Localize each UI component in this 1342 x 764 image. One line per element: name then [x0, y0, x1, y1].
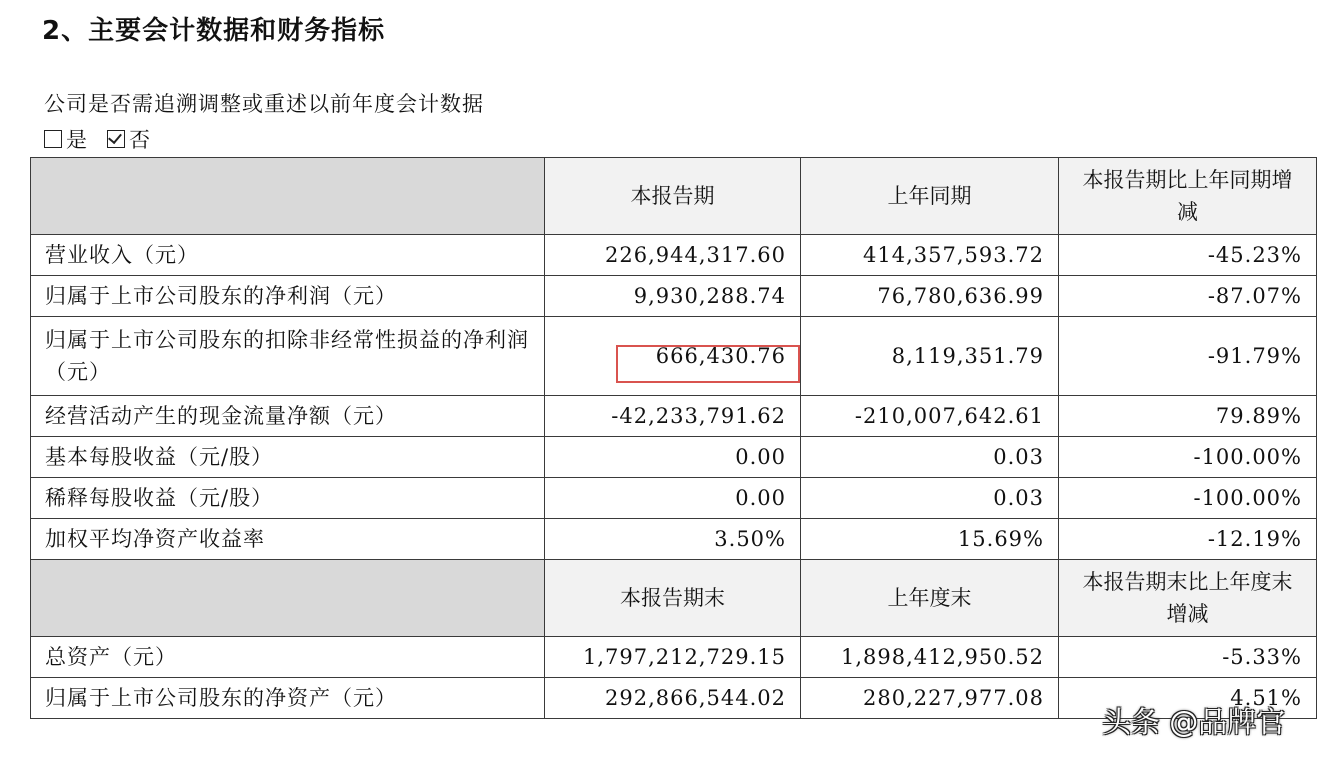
header-blank-cell: [31, 158, 545, 235]
row-label: 稀释每股收益（元/股）: [31, 478, 545, 519]
row-label: 营业收入（元）: [31, 235, 545, 276]
current-value: 292,866,544.02: [545, 678, 801, 719]
current-value: 0.00: [545, 478, 801, 519]
table-row: [31, 276, 1317, 317]
change-value: -12.19%: [1059, 519, 1317, 560]
checkbox-no-checked[interactable]: [107, 130, 125, 148]
change-value: -100.00%: [1059, 437, 1317, 478]
table-row: [31, 519, 1317, 560]
column-header: 本报告期比上年同期增减: [1059, 158, 1317, 235]
row-label: 归属于上市公司股东的净利润（元）: [31, 276, 545, 317]
prior-value: 76,780,636.99: [801, 276, 1059, 317]
current-value: 0.00: [545, 437, 801, 478]
current-value: 226,944,317.60: [545, 235, 801, 276]
column-header: 上年同期: [801, 158, 1059, 235]
table-row: [31, 478, 1317, 519]
prior-value: 0.03: [801, 437, 1059, 478]
checkbox-yes[interactable]: [44, 130, 62, 148]
change-value: -91.79%: [1059, 317, 1317, 396]
table-header-row: [31, 560, 1317, 637]
change-value: -45.23%: [1059, 235, 1317, 276]
restatement-question: 公司是否需追溯调整或重述以前年度会计数据: [44, 92, 484, 116]
option-yes-label: 是: [66, 128, 87, 152]
change-value: 4.51%: [1059, 678, 1317, 719]
column-header: 本报告期: [545, 158, 801, 235]
table-row: [31, 235, 1317, 276]
change-value: 79.89%: [1059, 396, 1317, 437]
change-value: -87.07%: [1059, 276, 1317, 317]
table-row: [31, 637, 1317, 678]
prior-value: 414,357,593.72: [801, 235, 1059, 276]
prior-value: 8,119,351.79: [801, 317, 1059, 396]
row-label: 基本每股收益（元/股）: [31, 437, 545, 478]
row-label: 加权平均净资产收益率: [31, 519, 545, 560]
current-value: 3.50%: [545, 519, 801, 560]
current-value: 9,930,288.74: [545, 276, 801, 317]
watermark: 头条 @品牌官: [1102, 705, 1286, 739]
restatement-options: [44, 124, 170, 154]
current-value-highlighted: 666,430.76: [545, 317, 801, 396]
prior-value: 280,227,977.08: [801, 678, 1059, 719]
current-value: -42,233,791.62: [545, 396, 801, 437]
row-label: 总资产（元）: [31, 637, 545, 678]
current-value: 1,797,212,729.15: [545, 637, 801, 678]
column-header: 本报告期末比上年度末增减: [1059, 560, 1317, 637]
row-label: 归属于上市公司股东的扣除非经常性损益的净利润（元）: [31, 317, 545, 396]
financial-indicators-table: [30, 157, 1317, 719]
table-row: [31, 396, 1317, 437]
option-no-label: 否: [129, 128, 150, 152]
change-value: -5.33%: [1059, 637, 1317, 678]
table-row: [31, 317, 1317, 396]
header-blank-cell: [31, 560, 545, 637]
table-row: [31, 437, 1317, 478]
table-header-row: [31, 158, 1317, 235]
prior-value: 0.03: [801, 478, 1059, 519]
prior-value: 15.69%: [801, 519, 1059, 560]
row-label: 经营活动产生的现金流量净额（元）: [31, 396, 545, 437]
section-title: 2、主要会计数据和财务指标: [42, 16, 386, 46]
change-value: -100.00%: [1059, 478, 1317, 519]
row-label: 归属于上市公司股东的净资产（元）: [31, 678, 545, 719]
column-header: 本报告期末: [545, 560, 801, 637]
prior-value: -210,007,642.61: [801, 396, 1059, 437]
column-header: 上年度末: [801, 560, 1059, 637]
prior-value: 1,898,412,950.52: [801, 637, 1059, 678]
